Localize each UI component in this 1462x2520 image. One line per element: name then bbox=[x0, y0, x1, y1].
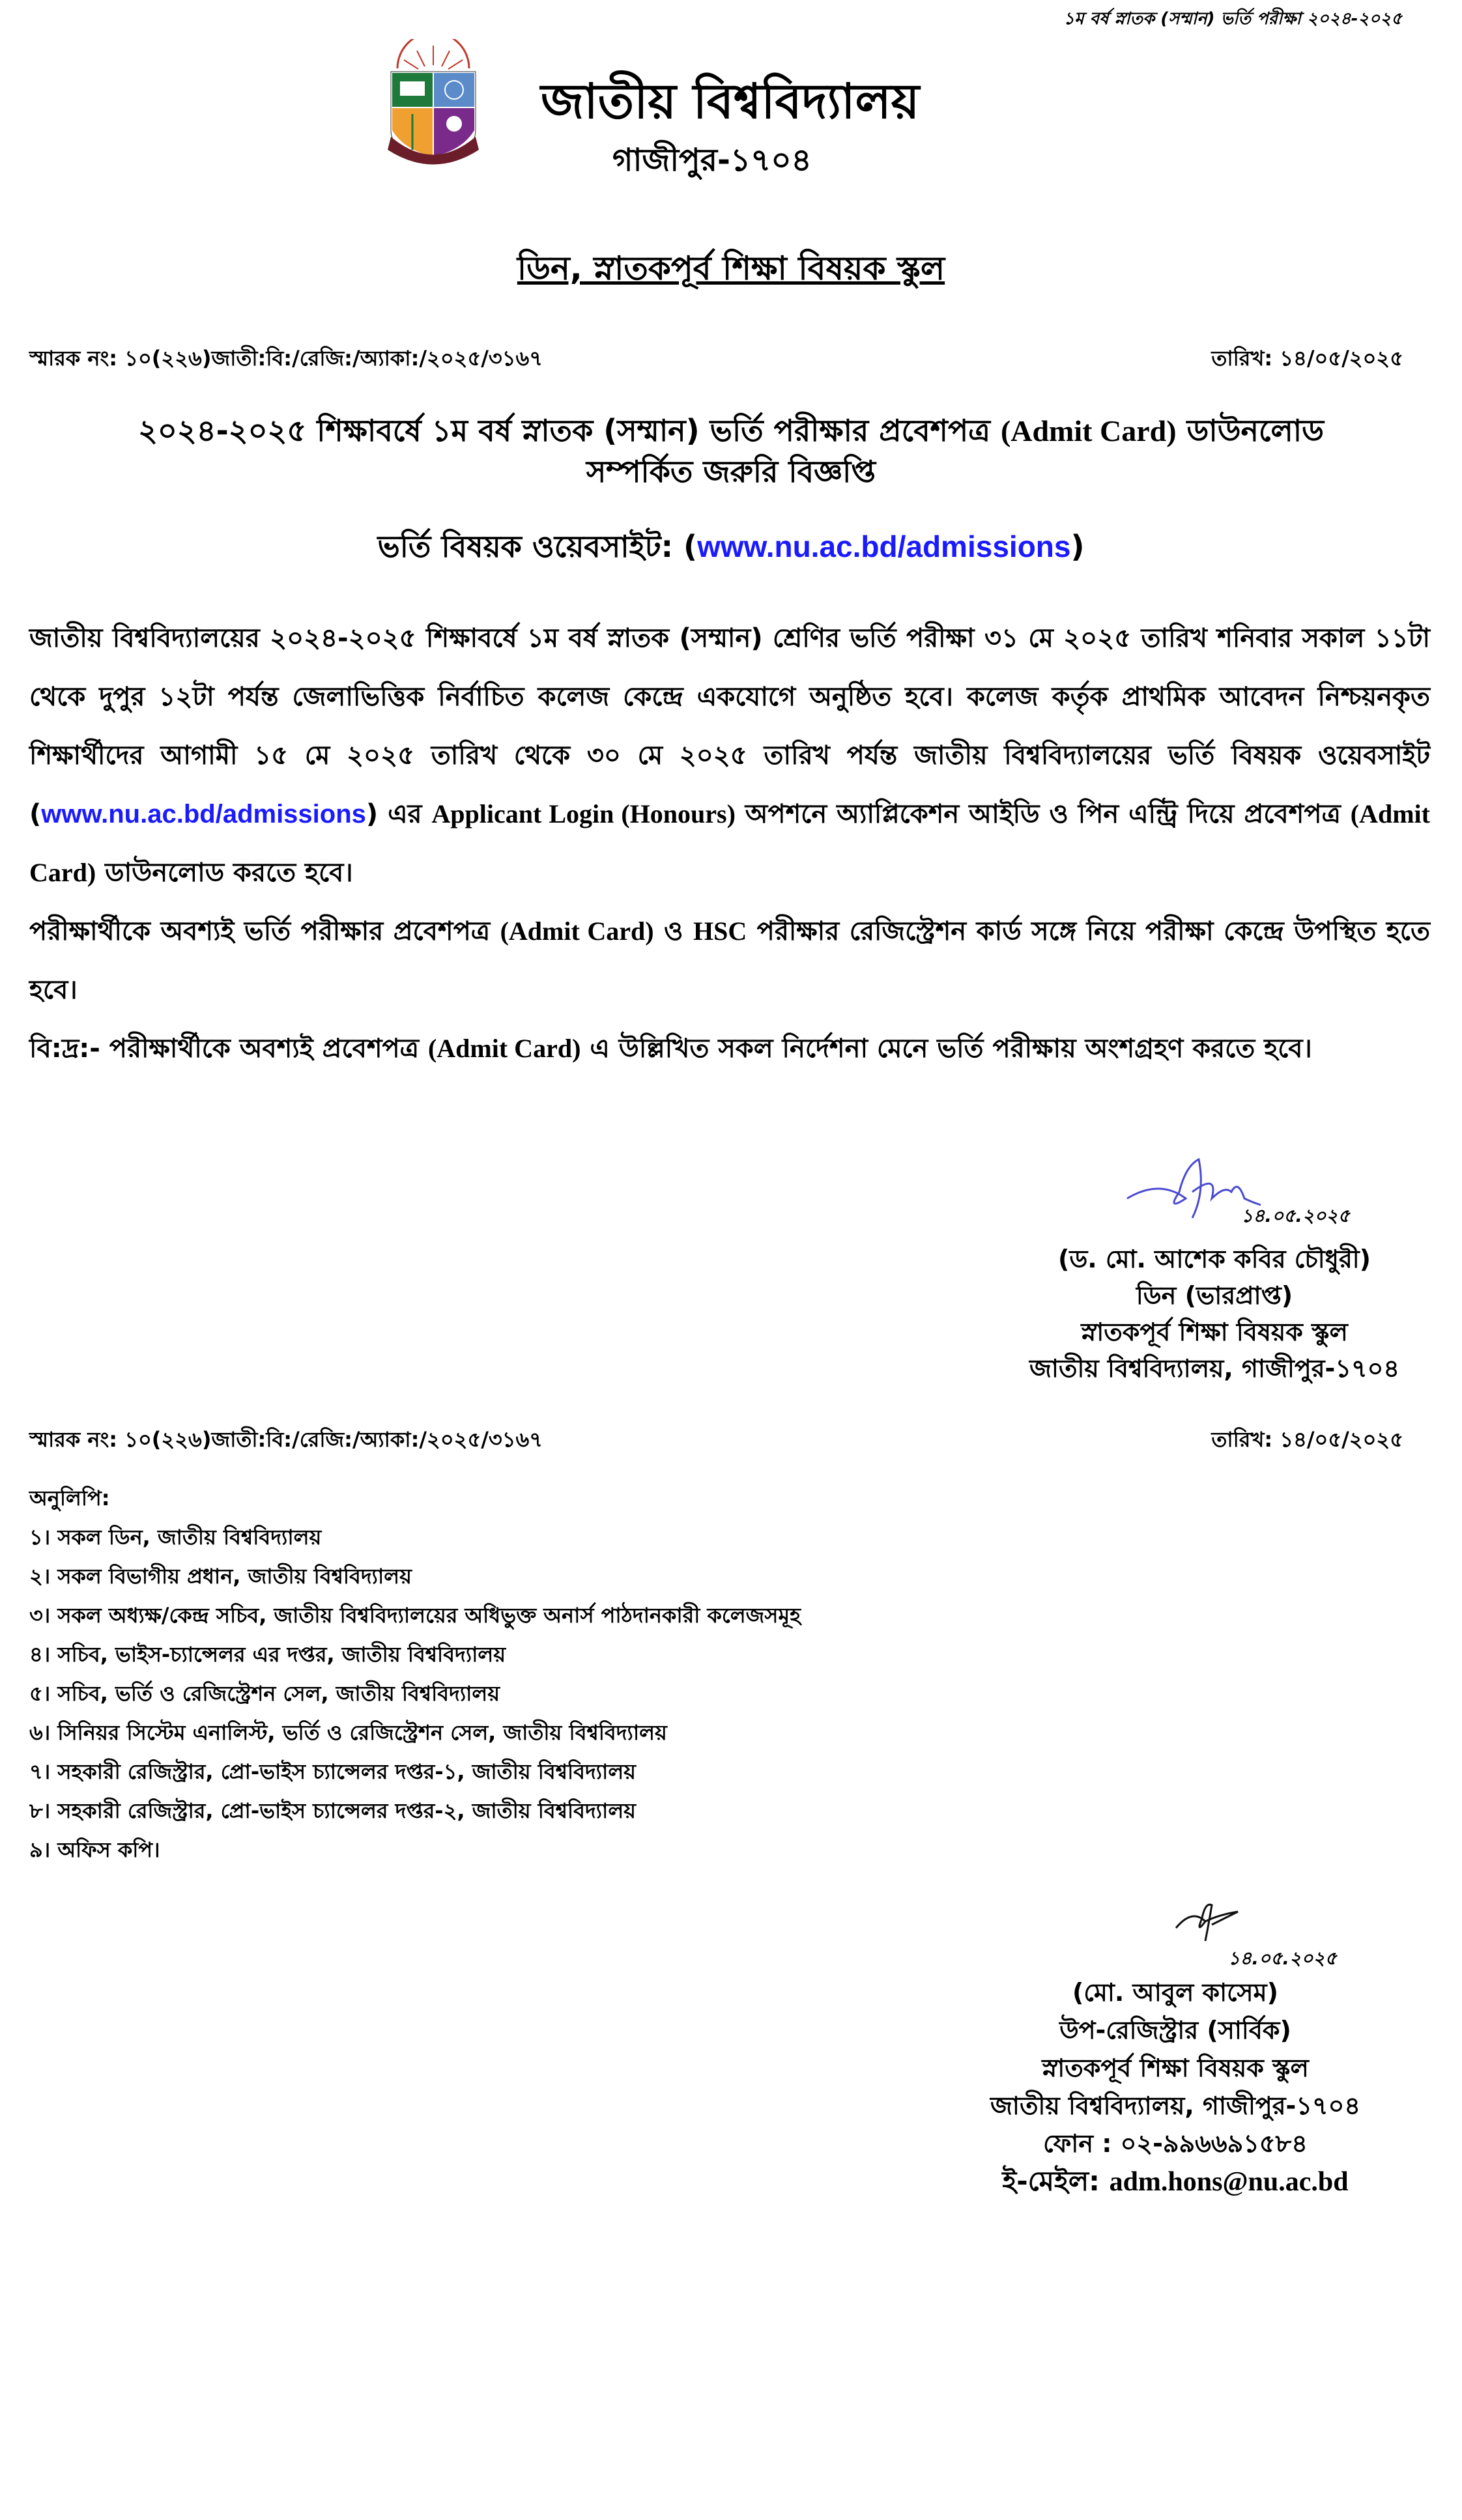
p1-text-f: ডাউনলোড করতে হবে। bbox=[96, 858, 353, 888]
signature1-office: স্নাতকপূর্ব শিক্ষা বিষয়ক স্কুল bbox=[1081, 1318, 1348, 1346]
p2-text-c: ও bbox=[653, 916, 693, 946]
p1-admit-card: (Admit Card) bbox=[29, 799, 1430, 887]
memo-date: তারিখ: ১৪/০৫/২০২৫ bbox=[1211, 346, 1403, 371]
signature2-office: স্নাতকপূর্ব শিক্ষা বিষয়ক স্কুল bbox=[1042, 2054, 1309, 2082]
copy-heading: অনুলিপি: bbox=[29, 1486, 110, 1510]
list-item: ৩। সকল অধ্যক্ষ/কেন্দ্র সচিব, জাতীয় বিশ্ববিদ্যালয়ের অধিভুক্ত অনার্স পাঠদানকারী কলেজসমূহ bbox=[29, 1603, 801, 1628]
p1-text: জাতীয় বিশ্ববিদ্যালয়ের ২০২৪-২০২৫ শিক্ষাবর্ষে ১ম বর্ষ স্নাতক (সম্মান) শ্রেণির ভর্তি পরীক্ষা ৩১ মে ২০২৫ তারিখ শনিবার সকাল ১১টা থেকে দুপুর ১২টা পর্যন্ত জেলাভিত্তিক নির্বাচিত কলেজ কেন্দ্রে একযোগে অনুষ্ঠিত হবে। কলেজ কর্তৃক প্রাথমিক আবেদন নিশ্চয়নকৃত শিক্ষার্থীদের আগামী ১৫ মে ২০২৫ তারিখ থেকে ৩০ মে ২০২৫ তারিখ পর্যন্ত জাতীয় বিশ্ববিদ্যালয়ের ভর্তি বিষয়ক ওয়েবসাইট ( bbox=[29, 623, 1430, 829]
list-item: ৬। সিনিয়র সিস্টেম এনালিস্ট, ভর্তি ও রেজিস্ট্রেশন সেল, জাতীয় বিশ্ববিদ্যালয় bbox=[29, 1720, 667, 1745]
list-item: ২। সকল বিভাগীয় প্রধান, জাতীয় বিশ্ববিদ্যালয় bbox=[29, 1564, 412, 1589]
list-item: ৫। সচিব, ভর্তি ও রেজিস্ট্রেশন সেল, জাতীয় বিশ্ববিদ্যালয় bbox=[29, 1681, 500, 1706]
headline-text-c: ডাউনলোড bbox=[1176, 413, 1324, 448]
list-item: ৮। সহকারী রেজিস্ট্রার, প্রো-ভাইস চ্যান্সেলর দপ্তর-২, জাতীয় বিশ্ববিদ্যালয় bbox=[29, 1798, 637, 1823]
book-icon bbox=[400, 81, 425, 96]
headline-admit-card: (Admit Card) bbox=[1000, 414, 1177, 447]
paragraph-2 bbox=[29, 902, 1430, 1019]
signature2-email-line bbox=[947, 2162, 1403, 2201]
school-heading-text: ডিন, স্নাতকপূর্ব শিক্ষা বিষয়ক স্কুল bbox=[517, 249, 945, 287]
memo-number: স্মারক নং: ১০(২২৬)জাতী:বি:/রেজি:/অ্যাকা:/২০২৫/৩১৬৭ bbox=[29, 346, 543, 371]
list-item: ৭। সহকারী রেজিস্ট্রার, প্রো-ভাইস চ্যান্সেলর দপ্তর-১, জাতীয় বিশ্ববিদ্যালয় bbox=[29, 1759, 637, 1784]
memo2-date: তারিখ: ১৪/০৫/২০২৫ bbox=[1211, 1427, 1403, 1452]
website-close: ) bbox=[1070, 529, 1085, 564]
registrar-signature bbox=[1166, 1899, 1244, 1944]
p3-admit-card: (Admit Card) bbox=[427, 1034, 581, 1063]
list-item: ৯। অফিস কপি। bbox=[29, 1837, 160, 1862]
sunburst-icon bbox=[397, 39, 469, 69]
signature2-phone: ফোন : ০২-৯৯৬৬৯১৫৮৪ bbox=[1043, 2129, 1308, 2158]
list-item: ৪। সচিব, ভাইস-চ্যান্সেলর এর দপ্তর, জাতীয় বিশ্ববিদ্যালয় bbox=[29, 1642, 506, 1667]
headline-text-a: ২০২৪-২০২৫ শিক্ষাবর্ষে ১ম বর্ষ স্নাতক (সম্মান) ভর্তি পরীক্ষার প্রবেশপত্র bbox=[138, 413, 1001, 448]
p3-text-a: বি:দ্র:- পরীক্ষার্থীকে অবশ্যই প্রবেশপত্র bbox=[29, 1034, 428, 1064]
signature1-date: ১৪.০৫.২০২৫ bbox=[1241, 1205, 1350, 1226]
website-label: ভর্তি বিষয়ক ওয়েবসাইট: ( bbox=[377, 529, 698, 564]
paragraph-1 bbox=[29, 609, 1430, 902]
signature1-block bbox=[986, 1241, 1442, 1387]
notice-body bbox=[29, 609, 1430, 1078]
signature1-address: জাতীয় বিশ্ববিদ্যালয়, গাজীপুর-১৭০৪ bbox=[1029, 1354, 1400, 1383]
p2-admit-card: (Admit Card) bbox=[500, 916, 654, 946]
p1-applicant-login: Applicant Login (Honours) bbox=[431, 799, 736, 828]
list-item: ১। সকল ডিন, জাতীয় বিশ্ববিদ্যালয় bbox=[29, 1525, 322, 1550]
signature2-designation: উপ-রেজিস্ট্রার (সার্বিক) bbox=[1059, 2016, 1291, 2045]
corner-note: ১ম বর্ষ স্নাতক (সম্মান) ভর্তি পরীক্ষা ২০২৪-২০২৫ bbox=[1063, 9, 1402, 29]
university-location: গাজীপুর-১৭০৪ bbox=[612, 142, 812, 178]
website-link[interactable]: www.nu.ac.bd/admissions bbox=[697, 530, 1071, 563]
notice-headline bbox=[0, 410, 1462, 492]
signature2-address: জাতীয় বিশ্ববিদ্যালয়, গাজীপুর-১৭০৪ bbox=[990, 2091, 1361, 2120]
p1-text-d: অপশনে অ্যাপ্লিকেশন আইডি ও পিন এন্ট্রি দিয়ে প্রবেশপত্র bbox=[735, 799, 1351, 829]
signature2-block bbox=[947, 1974, 1403, 2201]
headline-line2: সম্পর্কিত জরুরি বিজ্ঞপ্তি bbox=[586, 454, 876, 489]
school-heading bbox=[0, 244, 1462, 298]
signature2-date: ১৪.০৫.২০২৫ bbox=[1228, 1947, 1337, 1969]
lotus-icon bbox=[446, 116, 462, 132]
email-address[interactable]: adm.hons@nu.ac.bd bbox=[1109, 2167, 1349, 2197]
p2-text-a: পরীক্ষার্থীকে অবশ্যই ভর্তি পরীক্ষার প্রবেশপত্র bbox=[29, 916, 500, 946]
signature1-name: (ড. মো. আশেক কবির চৌধুরী) bbox=[1057, 1245, 1371, 1273]
p1-website-link[interactable]: www.nu.ac.bd/admissions bbox=[41, 800, 366, 828]
signature1-designation: ডিন (ভারপ্রাপ্ত) bbox=[1136, 1281, 1293, 1310]
website-line bbox=[0, 524, 1462, 574]
paragraph-3 bbox=[29, 1019, 1430, 1078]
p2-text-e: পরীক্ষার রেজিস্ট্রেশন কার্ড সঙ্গে নিয়ে পরীক্ষা কেন্দ্রে উপস্থিত হতে হবে। bbox=[29, 916, 1431, 1005]
p1-text-b: ) এর bbox=[366, 799, 432, 829]
copy-list bbox=[29, 1479, 801, 1869]
p3-text-c: এ উল্লিখিত সকল নির্দেশনা মেনে ভর্তি পরীক্ষায় অংশগ্রহণ করতে হবে। bbox=[580, 1034, 1312, 1064]
p2-hsc: HSC bbox=[693, 916, 747, 946]
memo2-number: স্মারক নং: ১০(২২৬)জাতী:বি:/রেজি:/অ্যাকা:/২০২৫/৩১৬৭ bbox=[29, 1427, 543, 1452]
university-title: জাতীয় বিশ্ববিদ্যালয় bbox=[541, 74, 920, 130]
email-label: ই-মেইল: bbox=[1002, 2165, 1110, 2197]
signature2-name: (মো. আবুল কাসেম) bbox=[1072, 1978, 1279, 2007]
university-logo bbox=[384, 39, 482, 169]
